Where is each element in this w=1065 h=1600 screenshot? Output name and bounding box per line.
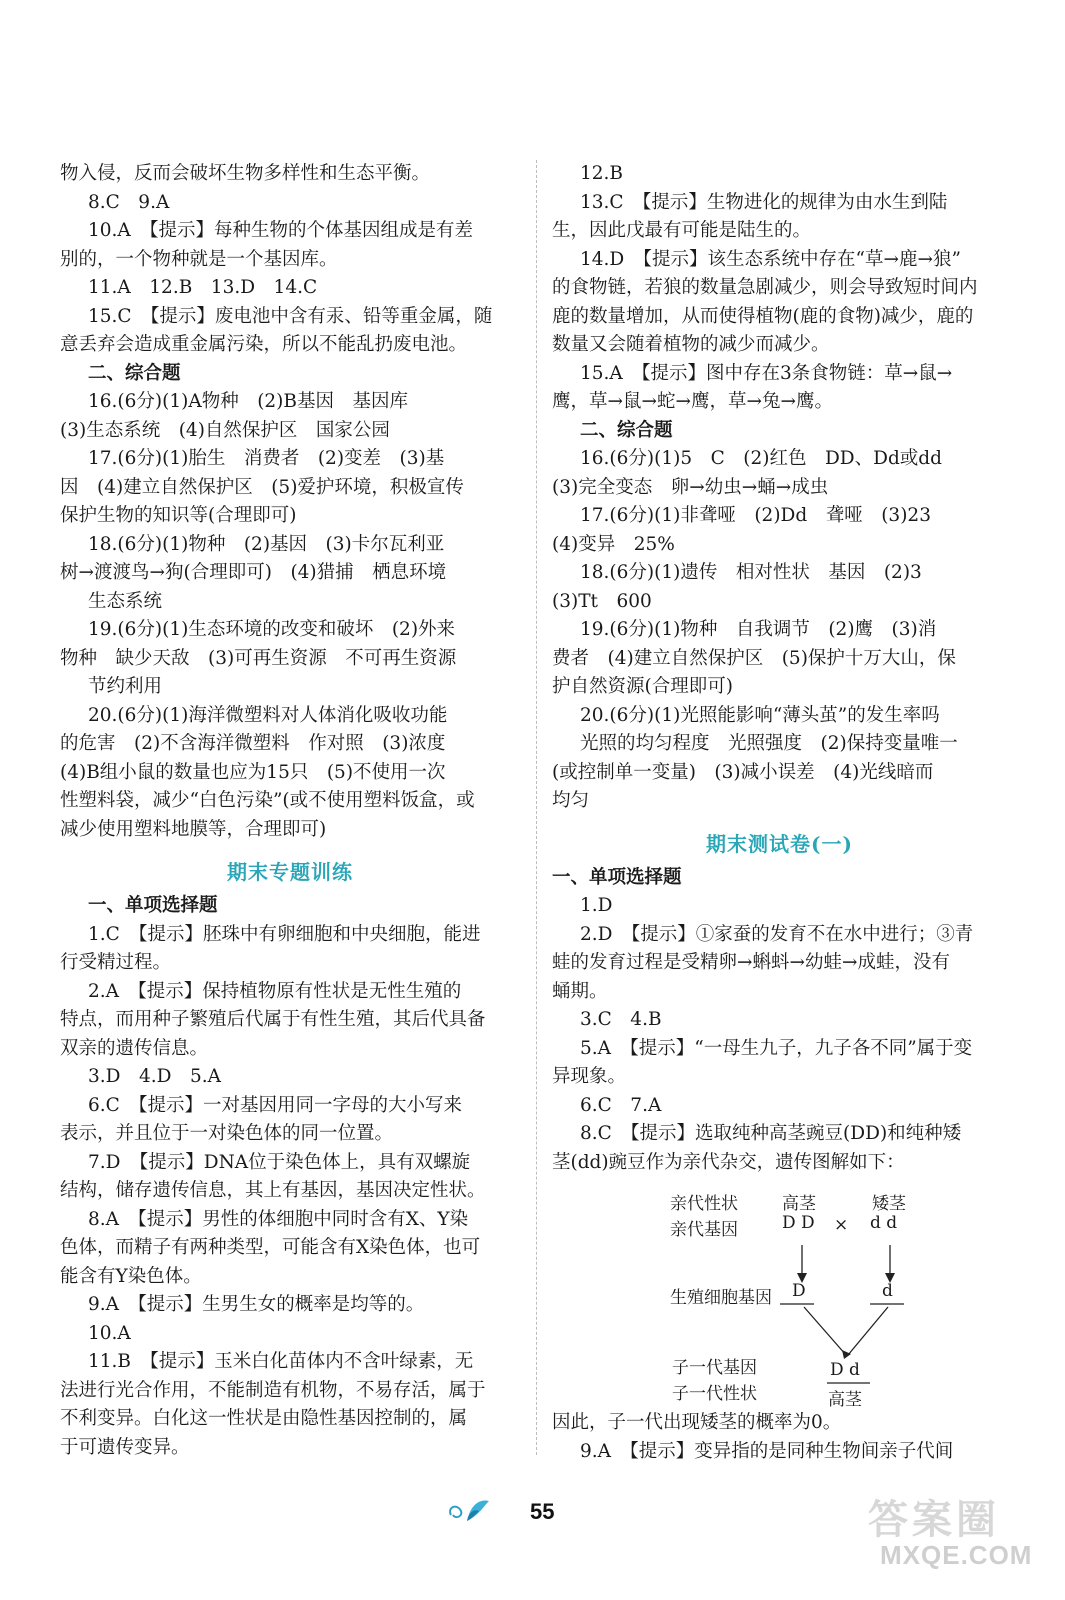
section-heading-final-training: 期末专题训练: [227, 860, 353, 884]
answer-line: 16.(6分)(1)5 C (2)红色 DD、Dd或dd: [580, 448, 942, 469]
answer-line: 17.(6分)(1)非聋哑 (2)Dd 聋哑 (3)23: [580, 505, 931, 526]
answer-line: 3.C 4.B: [580, 1009, 662, 1030]
section-label: 二、综合题: [580, 419, 673, 441]
answer-line: (3)生态系统 (4)自然保护区 国家公园: [60, 419, 390, 441]
section-label: 二、综合题: [88, 362, 181, 384]
cross-line-right: [848, 1307, 888, 1355]
right-block-3: [552, 1409, 1007, 1466]
butterfly-flourish-icon: [445, 1497, 493, 1527]
answer-line: 物种 缺少天敌 (3)可再生资源 不可再生资源: [60, 647, 457, 669]
watermark-site: MXQE.COM: [880, 1540, 1033, 1570]
answer-line: 15.A 【提示】图中存在3条食物链：草→鼠→: [580, 362, 953, 384]
answer-line: 1.C 【提示】胚珠中有卵细胞和中央细胞，能进: [88, 923, 481, 945]
answer-line: 法进行光合作用，不能制造有机物，不易存活，属于: [60, 1379, 486, 1401]
label-parent-gene: 亲代基因: [670, 1220, 738, 1240]
answer-line: 20.(6分)(1)光照能影响“薄头茧”的发生率吗: [580, 704, 940, 726]
answer-line: 蛹期。: [552, 980, 608, 1002]
answer-line: 16.(6分)(1)A物种 (2)B基因 基因库: [88, 391, 408, 412]
cross-symbol: ×: [834, 1215, 849, 1235]
answer-line: (3)Tt 600: [552, 590, 652, 612]
answer-line: 9.A 【提示】生男生女的概率是均等的。: [88, 1294, 425, 1315]
answer-line: 于可遗传变异。: [60, 1436, 190, 1458]
answer-line: 生态系统: [88, 590, 163, 612]
answer-line: 8.A 【提示】男性的体细胞中同时含有X、Y染: [88, 1208, 469, 1230]
answer-line: 14.D 【提示】该生态系统中存在“草→鹿→狼”: [580, 248, 961, 270]
column-divider: [536, 160, 537, 1455]
answer-line: 结构，储存遗传信息，其上有基因，基因决定性状。: [60, 1180, 486, 1201]
answer-line: (4)变异 25%: [552, 533, 675, 555]
answer-line: 费者 (4)建立自然保护区 (5)保护十万大山，保: [552, 647, 956, 669]
answer-line: 生，因此戊最有可能是陆生的。: [552, 220, 812, 241]
right-block-1: [552, 160, 1007, 816]
gamete-D: D: [792, 1281, 806, 1301]
answer-line: (或控制单一变量) (3)减小误差 (4)光线暗而: [552, 761, 934, 783]
answer-line: 意丢弃会造成重金属污染，所以不能乱扔废电池。: [60, 334, 468, 355]
answer-line: 行受精过程。: [60, 952, 172, 973]
genetic-cross-diagram: [552, 1179, 972, 1409]
answer-line: 9.A 【提示】变异指的是同种生物间亲子代间: [580, 1440, 954, 1462]
answer-line: 的食物链，若狼的数量急剧减少，则会导致短时间内: [552, 277, 978, 298]
answer-line: 性塑料袋，减少“白色污染”(或不使用塑料饭盒，或: [60, 790, 475, 811]
gamete-d: d: [882, 1281, 893, 1301]
answer-line: 8.C 【提示】选取纯种高茎豌豆(DD)和纯种矮: [580, 1123, 962, 1144]
label-f1-trait: 子一代性状: [672, 1384, 757, 1404]
answer-line: 鹿的数量增加，从而使得植物(鹿的食物)减少，鹿的: [552, 305, 974, 327]
answer-line: 11.A 12.B 13.D 14.C: [88, 277, 318, 298]
answer-line: 15.C 【提示】废电池中含有汞、铅等重金属，随: [88, 305, 493, 327]
answer-line: 表示，并且位于一对染色体的同一位置。: [60, 1123, 394, 1144]
label-parent-trait: 亲代性状: [670, 1194, 738, 1214]
page-number: 55: [530, 1499, 555, 1524]
watermark-logo: 答案圈: [868, 1498, 1000, 1542]
answer-line: 3.D 4.D 5.A: [88, 1066, 221, 1087]
answer-line: 不利变异。白化这一性状是由隐性基因控制的，属: [60, 1408, 468, 1429]
right-column: [552, 160, 1007, 1466]
label-f1-gene: 子一代基因: [672, 1358, 757, 1378]
answer-line: 1.D: [580, 895, 613, 916]
answer-line: 因此，子一代出现矮茎的概率为0。: [552, 1412, 842, 1433]
answer-line: 6.C 7.A: [580, 1094, 662, 1116]
parent-gene-dd: d d: [870, 1213, 898, 1233]
f1-trait-tall: 高茎: [828, 1390, 862, 1410]
answer-line: 茎(dd)豌豆作为亲代杂交，遗传图解如下：: [552, 1151, 905, 1173]
answer-line: 均匀: [552, 790, 590, 811]
answer-line: 8.C 9.A: [88, 191, 170, 213]
answer-line: 7.D 【提示】DNA位于染色体上，具有双螺旋: [88, 1151, 471, 1173]
answer-line: 19.(6分)(1)物种 自我调节 (2)鹰 (3)消: [580, 619, 937, 640]
answer-line: 护自然资源(合理即可): [552, 676, 733, 697]
answer-line: 19.(6分)(1)生态环境的改变和破坏 (2)外来: [88, 619, 456, 640]
answer-line: 鹰，草→鼠→蛇→鹰，草→兔→鹰。: [552, 391, 834, 412]
answer-line: 2.A 【提示】保持植物原有性状是无性生殖的: [88, 980, 462, 1002]
answer-line: 保护生物的知识等(合理即可): [60, 505, 297, 526]
answer-line: 数量又会随着植物的减少而减少。: [552, 334, 830, 355]
answer-line: 12.B: [580, 163, 624, 184]
answer-line: 18.(6分)(1)遗传 相对性状 基因 (2)3: [580, 562, 922, 583]
answer-line: 物入侵，反而会破坏生物多样性和生态平衡。: [60, 163, 431, 184]
right-block-2: [552, 864, 1007, 1178]
section-label: 一、单项选择题: [552, 866, 682, 888]
answer-line: 因 (4)建立自然保护区 (5)爱护环境，积极宣传: [60, 476, 464, 498]
section-heading-final-test-1: 期末测试卷(一): [706, 831, 853, 856]
answer-line: 11.B 【提示】玉米白化苗体内不含叶绿素，无: [88, 1351, 474, 1372]
section-label: 一、单项选择题: [88, 895, 218, 916]
f1-gene-Dd: D d: [830, 1360, 860, 1380]
answer-line: 减少使用塑料地膜等，合理即可): [60, 818, 327, 840]
answer-line: 异现象。: [552, 1066, 627, 1087]
answer-line: (3)完全变态 卵→幼虫→蛹→成虫: [552, 476, 829, 498]
answer-line: 别的，一个物种就是一个基因库。: [60, 248, 338, 270]
answer-line: 20.(6分)(1)海洋微塑料对人体消化吸收功能: [88, 704, 448, 726]
left-block-2: [60, 892, 520, 1462]
parent-gene-DD: D D: [782, 1213, 815, 1233]
answer-line: 能含有Y染色体。: [60, 1265, 202, 1287]
answer-line: 双亲的遗传信息。: [60, 1037, 209, 1059]
answer-line: 特点，而用种子繁殖后代属于有性生殖，其后代具备: [60, 1009, 486, 1030]
label-gamete: 生殖细胞基因: [670, 1288, 772, 1308]
answer-line: 蛙的发育过程是受精卵→蝌蚪→幼蛙→成蛙，没有: [552, 952, 951, 973]
answer-line: 色体，而精子有两种类型，可能含有X染色体，也可: [60, 1237, 481, 1258]
answer-line: 节约利用: [88, 676, 163, 697]
parent-short: 矮茎: [872, 1194, 906, 1214]
answer-line: 10.A 【提示】每种生物的个体基因组成是有差: [88, 220, 474, 241]
parent-tall: 高茎: [782, 1194, 816, 1214]
left-column: [60, 160, 520, 1462]
answer-line: 树→渡渡鸟→狗(合理即可) (4)猎捕 栖息环境: [60, 562, 447, 583]
answer-line: 2.D 【提示】①家蚕的发育不在水中进行；③青: [580, 923, 974, 945]
arrowhead-cross: [842, 1350, 851, 1359]
answer-line: 17.(6分)(1)胎生 消费者 (2)变差 (3)基: [88, 448, 445, 469]
answer-line: 13.C 【提示】生物进化的规律为由水生到陆: [580, 191, 948, 213]
answer-line: 6.C 【提示】一对基因用同一字母的大小写来: [88, 1094, 463, 1116]
answer-line: 5.A 【提示】“一母生九子，九子各不同”属于变: [580, 1037, 973, 1059]
cross-line-left: [804, 1307, 846, 1355]
answer-line: 18.(6分)(1)物种 (2)基因 (3)卡尔瓦利亚: [88, 533, 445, 555]
answer-line: 10.A: [88, 1322, 131, 1344]
answer-line: (4)B组小鼠的数量也应为15只 (5)不使用一次: [60, 761, 446, 783]
answer-line: 的危害 (2)不含海洋微塑料 作对照 (3)浓度: [60, 733, 446, 754]
left-block-1: [60, 160, 520, 844]
answer-line: 光照的均匀程度 光照强度 (2)保持变量唯一: [580, 733, 958, 754]
